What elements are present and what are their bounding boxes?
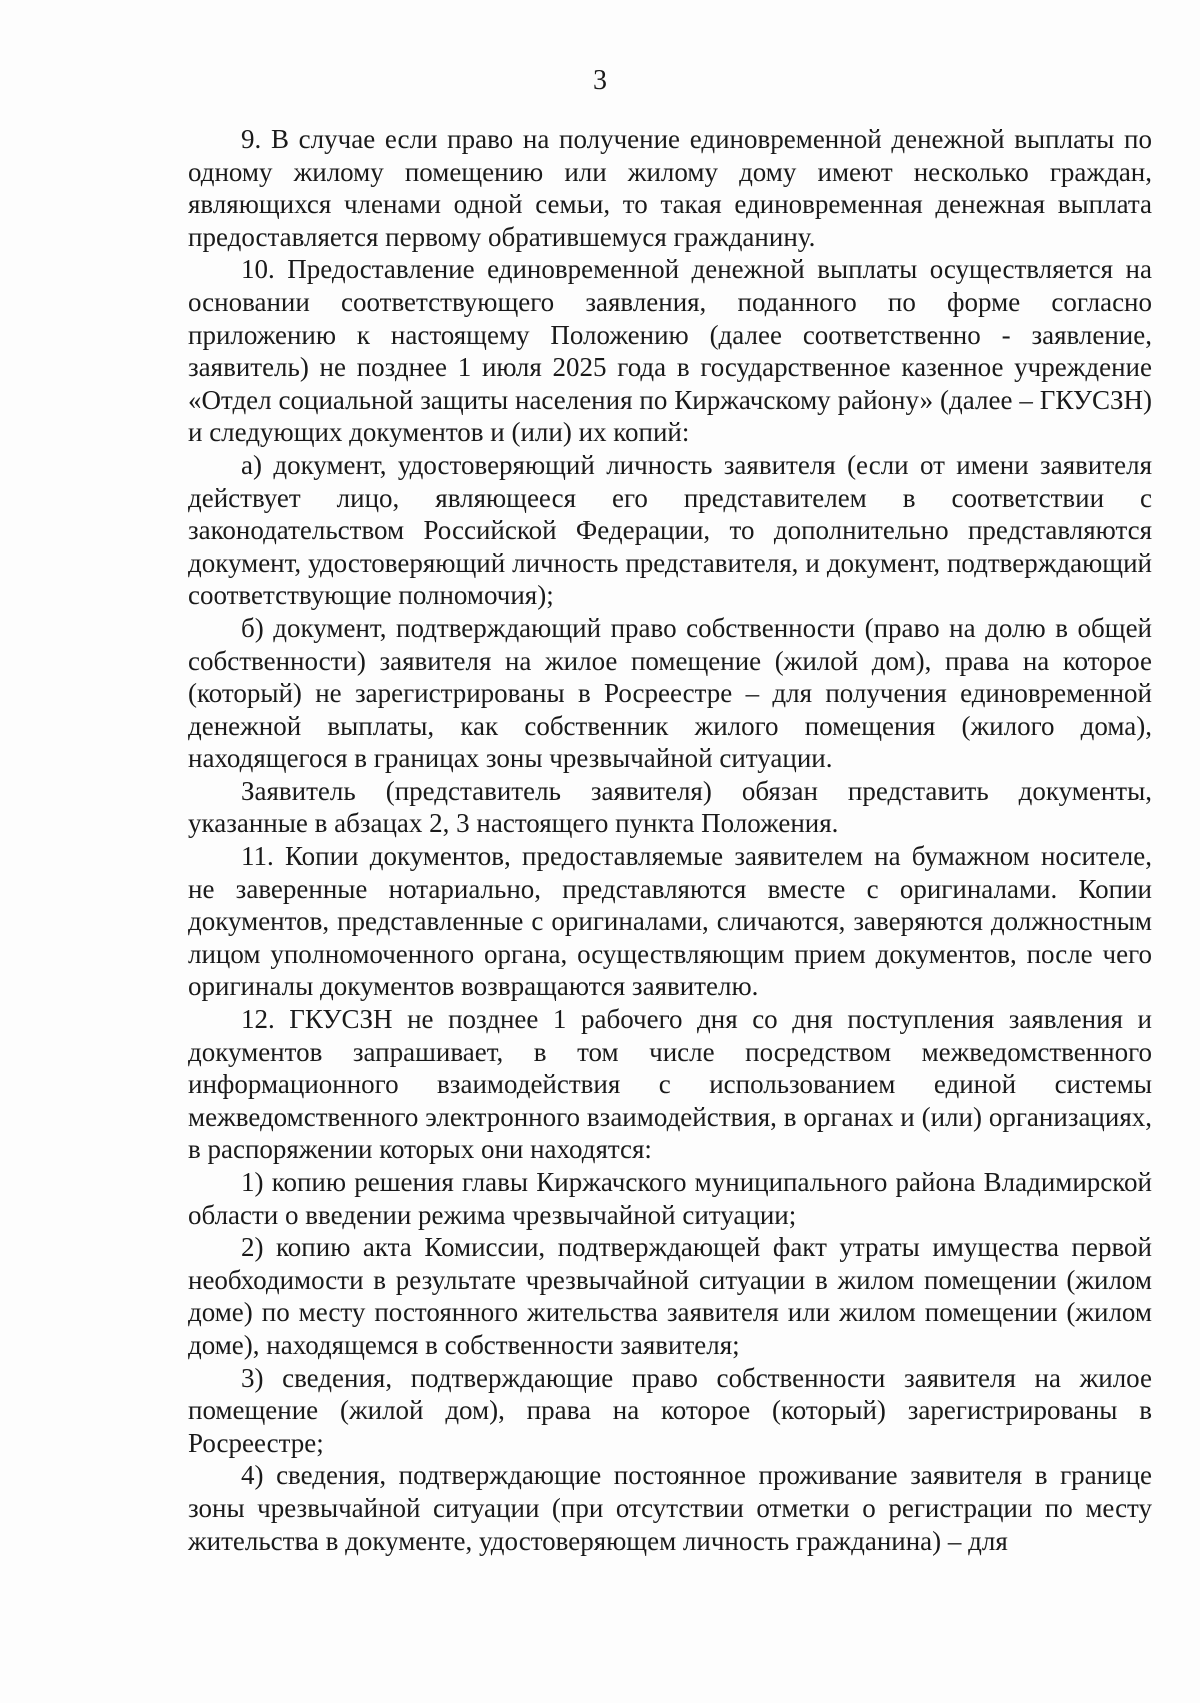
paragraph-10: 10. Предоставление единовременной денежной выплаты осуществляется на основании соответствующего заявления, поданного по форме согласно приложению к настоящему Положению (далее соответственно - заявление, заявитель) не позднее 1 июля 2025 года в государственное казенное учреждение «Отдел социальной защиты населения по Киржачскому району» (далее – ГКУСЗН) и следующих документов и (или) их копий: bbox=[188, 254, 1152, 448]
paragraph-12: 12. ГКУСЗН не позднее 1 рабочего дня со дня поступления заявления и документов запрашивает, в том числе посредством межведомственного информационного взаимодействия с использованием единой системы межведомственного электронного взаимодействия, в органах и (или) организациях, в распоряжении которых они находятся: bbox=[188, 1004, 1152, 1165]
paragraph-12-item-4: 4) сведения, подтверждающие постоянное проживание заявителя в границе зоны чрезвычайной ситуации (при отсутствии отметки о регистрации по месту жительства в документе, удостоверяющем личность гражданина) – для bbox=[188, 1460, 1152, 1556]
paragraph-12-item-1: 1) копию решения главы Киржачского муниципального района Владимирской области о введении режима чрезвычайной ситуации; bbox=[188, 1167, 1152, 1230]
paragraph-12-item-2: 2) копию акта Комиссии, подтверждающей факт утраты имущества первой необходимости в результате чрезвычайной ситуации в жилом помещении (жилом доме) по месту постоянного жительства заявителя или жилом помещении (жилом доме), находящемся в собственности заявителя; bbox=[188, 1232, 1152, 1360]
document-body bbox=[188, 123, 1152, 1557]
paragraph-9: 9. В случае если право на получение единовременной денежной выплаты по одному жилому помещению или жилому дому имеют несколько граждан, являющихся членами одной семьи, то такая единовременная денежная выплата предоставляется первому обратившемуся гражданину. bbox=[188, 124, 1152, 252]
paragraph-10-item-a: а) документ, удостоверяющий личность заявителя (если от имени заявителя действует лицо, являющееся его представителем в соответствии с законодательством Российской Федерации, то дополнительно представляются документ, удостоверяющий личность представителя, и документ, подтверждающий соответствующие полномочия); bbox=[188, 449, 1152, 611]
paragraph-10-item-b: б) документ, подтверждающий право собственности (право на долю в общей собственности) заявителя на жилое помещение (жилой дом), права на которое (который) не зарегистрированы в Росреестре – для получения единовременной денежной выплаты, как собственник жилого помещения (жилого дома), находящегося в границах зоны чрезвычайной ситуации. bbox=[188, 612, 1152, 774]
paragraph-11: 11. Копии документов, предоставляемые заявителем на бумажном носителе, не заверенные нотариально, представляются вместе с оригиналами. Копии документов, представленные с оригиналами, сличаются, заверяются должностным лицом уполномоченного органа, осуществляющим прием документов, после чего оригиналы документов возвращаются заявителю. bbox=[188, 841, 1152, 1002]
page-number: 3 bbox=[593, 65, 607, 96]
paragraph-12-item-3: 3) сведения, подтверждающие право собственности заявителя на жилое помещение (жилой дом), права на которое (который) зарегистрированы в Росреестре; bbox=[188, 1362, 1152, 1458]
paragraph-10-applicant-note: Заявитель (представитель заявителя) обязан представить документы, указанные в абзацах 2, 3 настоящего пункта Положения. bbox=[188, 775, 1152, 839]
